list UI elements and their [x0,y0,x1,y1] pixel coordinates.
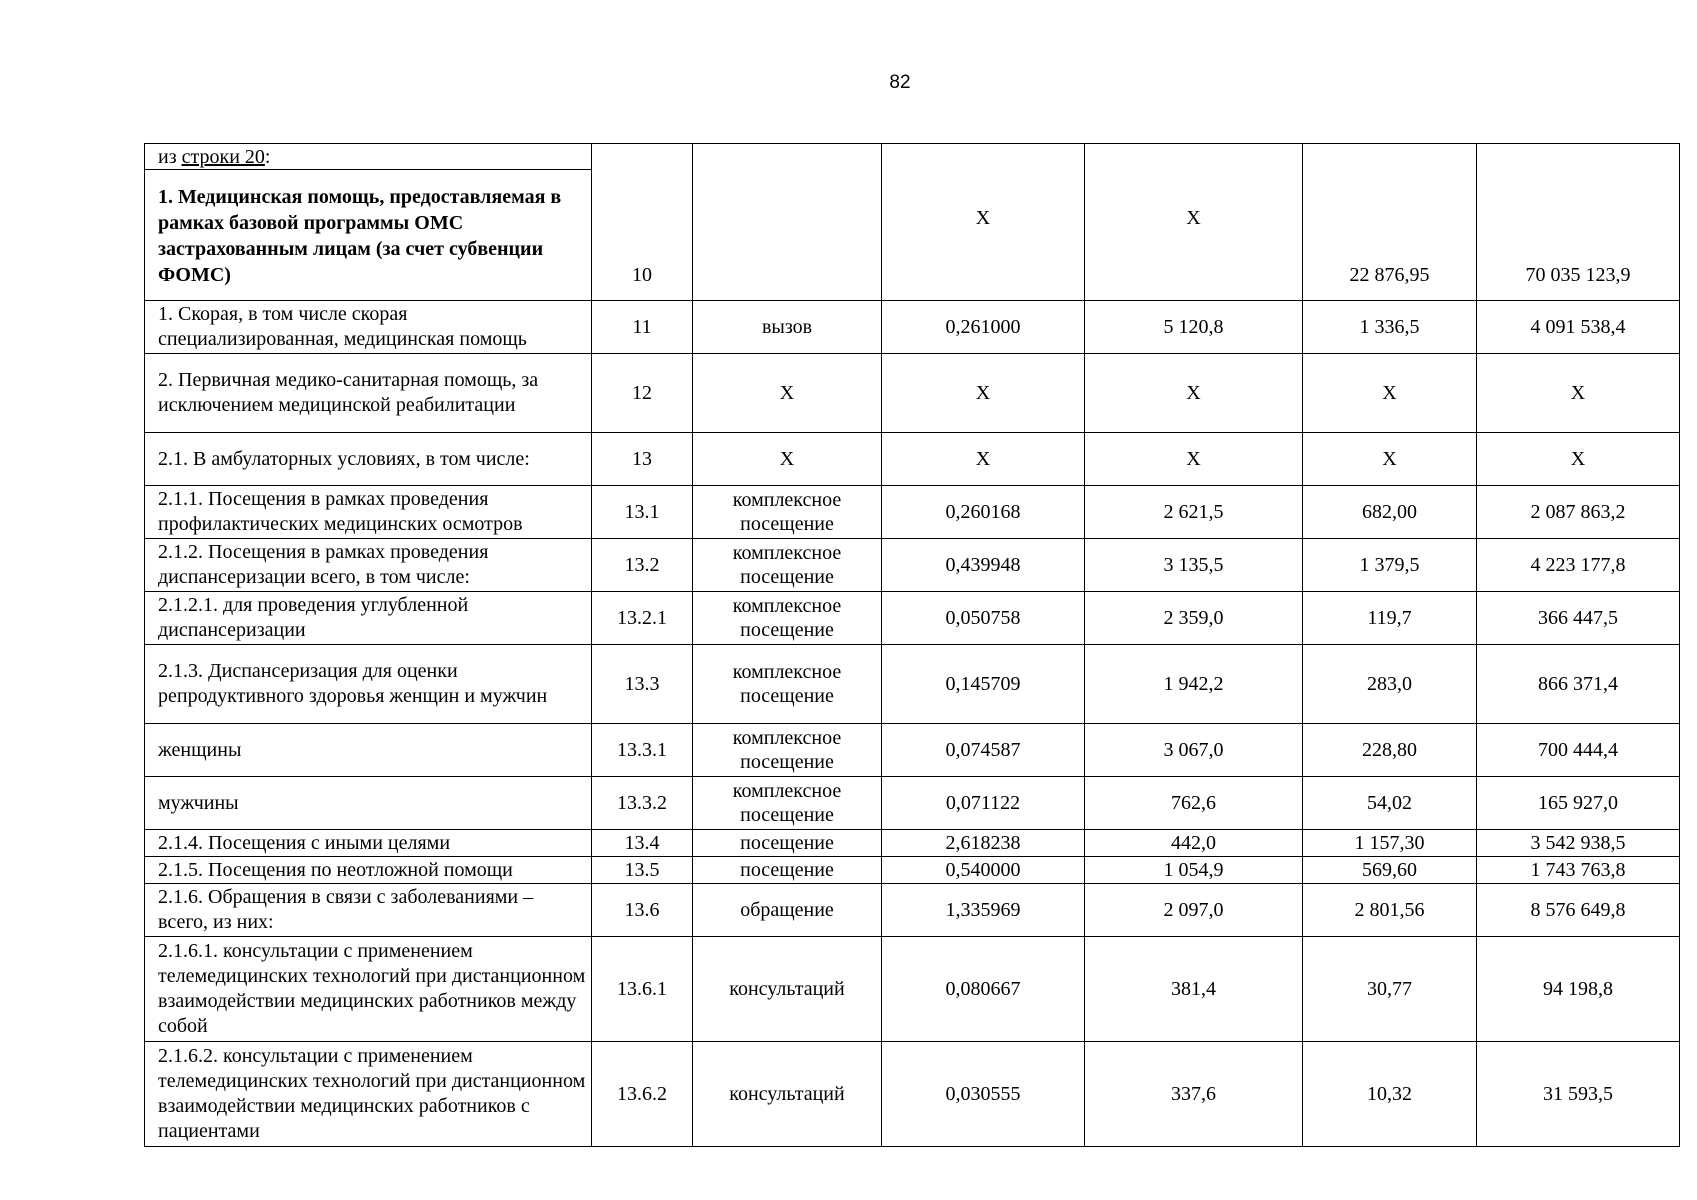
row-total: 366 447,5 [1477,592,1680,645]
row-norm: 0,261000 [882,301,1085,354]
row-name: мужчины [145,777,592,830]
row-unit: посещение [693,830,882,857]
row-name: 2.1.6.1. консультации с применением телемедицинских технологий при дистанционном взаимодействии медицинских работников между собой [145,937,592,1042]
table-row [145,857,1680,884]
row-norm: 0,071122 [882,777,1085,830]
table-row [145,830,1680,857]
row-total: 4 223 177,8 [1477,539,1680,592]
row-cost: 2 621,5 [1085,486,1303,539]
row-norm: 0,439948 [882,539,1085,592]
row-cost: 762,6 [1085,777,1303,830]
row-norm: 0,260168 [882,486,1085,539]
row-per-capita: 119,7 [1303,592,1477,645]
section-title: 1. Медицинская помощь, предоставляемая в рамках базовой программы ОМС застрахованным лицам (за счет субвенции ФОМС) [158,186,562,286]
row-number: 11 [592,301,693,354]
row-total: Х [1477,433,1680,486]
row-unit: посещение [693,857,882,884]
row-number: 13.4 [592,830,693,857]
row-name: 1. Скорая, в том числе скорая специализированная, медицинская помощь [145,301,592,354]
row-cost: 2 359,0 [1085,592,1303,645]
row-number: 13.3.2 [592,777,693,830]
row-unit: комплексное посещение [693,645,882,724]
row-norm: 0,540000 [882,857,1085,884]
row-cost: 442,0 [1085,830,1303,857]
row-per-capita: Х [1303,354,1477,433]
row-unit: вызов [693,301,882,354]
row-total: Х [1477,354,1680,433]
header-row [145,144,1680,301]
row-cost: 3 135,5 [1085,539,1303,592]
row-cost: 337,6 [1085,1042,1303,1147]
table-row [145,884,1680,937]
financing-table [144,143,1680,1147]
row-per-capita: 2 801,56 [1303,884,1477,937]
header-cost: Х [1085,144,1303,301]
row-total: 165 927,0 [1477,777,1680,830]
row-name: 2.1.5. Посещения по неотложной помощи [145,857,592,884]
row-per-capita: 1 379,5 [1303,539,1477,592]
table-row [145,301,1680,354]
row-name: 2.1.2. Посещения в рамках проведения диспансеризации всего, в том числе: [145,539,592,592]
table-row [145,354,1680,433]
row-norm: 0,145709 [882,645,1085,724]
row-norm: 0,050758 [882,592,1085,645]
row-number: 13.6 [592,884,693,937]
table-row [145,645,1680,724]
row-total: 1 743 763,8 [1477,857,1680,884]
page-number: 82 [889,72,911,93]
row-number: 13.6.1 [592,937,693,1042]
row-unit: консультаций [693,937,882,1042]
header-total: 70 035 123,9 [1477,144,1680,301]
row-per-capita: 682,00 [1303,486,1477,539]
header-row-no: 10 [592,144,693,301]
row-per-capita: 1 336,5 [1303,301,1477,354]
row-number: 13.2 [592,539,693,592]
row-norm: 0,030555 [882,1042,1085,1147]
table-row [145,486,1680,539]
row-per-capita: 283,0 [1303,645,1477,724]
table-row [145,433,1680,486]
row-name: 2.1.4. Посещения с иными целями [145,830,592,857]
row-unit: комплексное посещение [693,592,882,645]
row-unit: обращение [693,884,882,937]
row-total: 8 576 649,8 [1477,884,1680,937]
row-unit: комплексное посещение [693,777,882,830]
row-norm: 0,080667 [882,937,1085,1042]
row-total: 700 444,4 [1477,724,1680,777]
row-cost: 381,4 [1085,937,1303,1042]
row-norm: 1,335969 [882,884,1085,937]
row-unit: комплексное посещение [693,486,882,539]
row-total: 2 087 863,2 [1477,486,1680,539]
row-name: 2.1.6.2. консультации с применением телемедицинских технологий при дистанционном взаимодействии медицинских работников с пациентами [145,1042,592,1147]
row-norm: Х [882,433,1085,486]
row-name: 2.1. В амбулаторных условиях, в том числе: [145,433,592,486]
row-per-capita: 569,60 [1303,857,1477,884]
row-number: 13.6.2 [592,1042,693,1147]
row-number: 13.3 [592,645,693,724]
row-unit: комплексное посещение [693,539,882,592]
row-unit: консультаций [693,1042,882,1147]
row-cost: 1 054,9 [1085,857,1303,884]
row-unit: комплексное посещение [693,724,882,777]
row-per-capita: Х [1303,433,1477,486]
row-name: 2. Первичная медико-санитарная помощь, за исключением медицинской реабилитации [145,354,592,433]
row-total: 31 593,5 [1477,1042,1680,1147]
from-row-ref: из строки 20: [145,144,591,170]
row-name: 2.1.2.1. для проведения углубленной диспансеризации [145,592,592,645]
row-number: 13 [592,433,693,486]
table-row [145,1042,1680,1147]
row-cost: 5 120,8 [1085,301,1303,354]
row-unit: Х [693,354,882,433]
row-number: 13.1 [592,486,693,539]
header-per-capita: 22 876,95 [1303,144,1477,301]
row-per-capita: 228,80 [1303,724,1477,777]
row-total: 94 198,8 [1477,937,1680,1042]
row-number: 13.2.1 [592,592,693,645]
row-name: 2.1.6. Обращения в связи с заболеваниями – всего, из них: [145,884,592,937]
row-number: 12 [592,354,693,433]
table-row [145,539,1680,592]
row-number: 13.5 [592,857,693,884]
header-unit [693,144,882,301]
row-cost: 1 942,2 [1085,645,1303,724]
header-name-cell [145,144,592,301]
table-row [145,777,1680,830]
row-cost: 3 067,0 [1085,724,1303,777]
table-row [145,937,1680,1042]
row-name: 2.1.3. Диспансеризация для оценки репродуктивного здоровья женщин и мужчин [145,645,592,724]
row-per-capita: 10,32 [1303,1042,1477,1147]
table-row [145,724,1680,777]
row-name: 2.1.1. Посещения в рамках проведения профилактических медицинских осмотров [145,486,592,539]
row-cost: Х [1085,354,1303,433]
row-total: 3 542 938,5 [1477,830,1680,857]
row-per-capita: 54,02 [1303,777,1477,830]
row-per-capita: 1 157,30 [1303,830,1477,857]
row-ref-link: строки 20 [181,146,265,168]
table-row [145,592,1680,645]
row-cost: 2 097,0 [1085,884,1303,937]
row-number: 13.3.1 [592,724,693,777]
row-total: 866 371,4 [1477,645,1680,724]
row-name: женщины [145,724,592,777]
row-norm: 2,618238 [882,830,1085,857]
row-norm: 0,074587 [882,724,1085,777]
row-unit: Х [693,433,882,486]
row-total: 4 091 538,4 [1477,301,1680,354]
row-norm: Х [882,354,1085,433]
row-per-capita: 30,77 [1303,937,1477,1042]
row-cost: Х [1085,433,1303,486]
header-norm: Х [882,144,1085,301]
